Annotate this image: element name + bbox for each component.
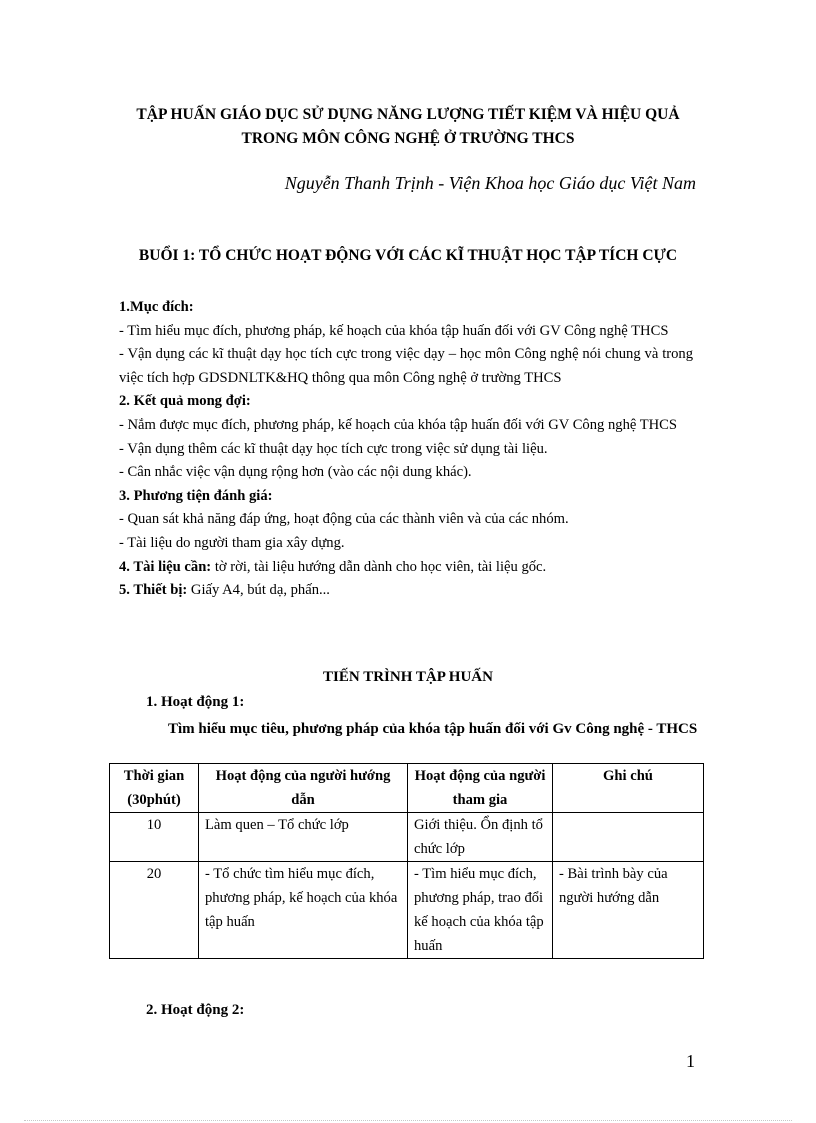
table-row (110, 813, 704, 862)
table-header-row (110, 764, 704, 813)
materials-heading: 4. Tài liệu cần: (119, 558, 212, 575)
title-line-2: TRONG MÔN CÔNG NGHỆ Ở TRƯỜNG THCS (241, 130, 575, 147)
equipment-text: Giấy A4, bút dạ, phấn... (187, 582, 330, 599)
header-time: Thời gian (30phút) (110, 764, 199, 813)
row-1-participant: Giới thiệu. Ổn định tổ chức lớp (408, 813, 553, 862)
purpose-item-2: - Vận dụng các kĩ thuật dạy học tích cực trong việc dạy – học môn Công nghệ nói chung và trong việc tích hợp GDSDNLTK&HQ thông qua môn Công nghệ ở trường THCS (119, 346, 693, 386)
equipment-heading: 5. Thiết bị: (119, 582, 188, 599)
activity-1-label: 1. Hoạt động 1: (146, 694, 245, 710)
progress-title: TIẾN TRÌNH TẬP HUẤN (323, 669, 493, 685)
row-2-participant: - Tìm hiểu mục đích, phương pháp, trao đổi kế hoạch của khóa tập huấn (408, 862, 553, 959)
page-number: 1 (686, 1051, 695, 1071)
header-participant: Hoạt động của người tham gia (408, 764, 553, 813)
header-note: Ghi chú (553, 764, 704, 813)
evaluation-item-2: - Tài liệu do người tham gia xây dựng. (119, 534, 345, 551)
materials-line (119, 556, 693, 580)
header-guide: Hoạt động của người hướng dẫn (199, 764, 408, 813)
outcomes-heading: 2. Kết quả mong đợi: (119, 393, 251, 410)
row-2-guide: - Tổ chức tìm hiểu mục đích, phương pháp, kế hoạch của khóa tập huấn (199, 862, 408, 959)
document-body (119, 296, 693, 603)
purpose-heading: 1.Mục đích: (119, 299, 194, 315)
table-row (110, 862, 704, 959)
author-line: Nguyễn Thanh Trịnh - Viện Khoa học Giáo dục Việt Nam (284, 173, 696, 193)
purpose-item-1: - Tìm hiểu mục đích, phương pháp, kế hoạch của khóa tập huấn đối với GV Công nghệ THCS (119, 322, 669, 339)
outcomes-item-3: - Cân nhắc việc vận dụng rộng hơn (vào các nội dung khác). (119, 464, 472, 481)
row-1-guide: Làm quen – Tổ chức lớp (199, 813, 408, 862)
title-line-1: TẬP HUẤN GIÁO DỤC SỬ DỤNG NĂNG LƯỢNG TIẾT KIỆM VÀ HIỆU QUẢ (136, 106, 680, 123)
document-title (60, 103, 756, 151)
page-bottom-rule (24, 1120, 792, 1121)
evaluation-heading: 3. Phương tiện đánh giá: (119, 487, 273, 504)
equipment-line (119, 579, 693, 603)
row-1-time: 10 (110, 813, 199, 862)
activity-1-description: Tìm hiểu mục tiêu, phương pháp của khóa tập huấn đối với Gv Công nghệ - THCS (168, 721, 698, 737)
activity-2-label: 2. Hoạt động 2: (146, 1002, 245, 1018)
row-2-note: - Bài trình bày của người hướng dẫn (553, 862, 704, 959)
activity-1-table (109, 763, 704, 959)
row-2-time: 20 (110, 862, 199, 959)
row-1-note (553, 813, 704, 862)
session-title: BUỔI 1: TỔ CHỨC HOẠT ĐỘNG VỚI CÁC KĨ THUẬT HỌC TẬP TÍCH CỰC (138, 247, 678, 264)
evaluation-item-1: - Quan sát khả năng đáp ứng, hoạt động của các thành viên và của các nhóm. (119, 511, 569, 528)
materials-text: tờ rời, tài liệu hướng dẫn dành cho học viên, tài liệu gốc. (211, 558, 547, 575)
outcomes-item-2: - Vận dụng thêm các kĩ thuật dạy học tích cực trong việc sử dụng tài liệu. (119, 440, 548, 457)
outcomes-item-1: - Nắm được mục đích, phương pháp, kế hoạch của khóa tập huấn đối với GV Công nghệ THCS (119, 416, 678, 433)
